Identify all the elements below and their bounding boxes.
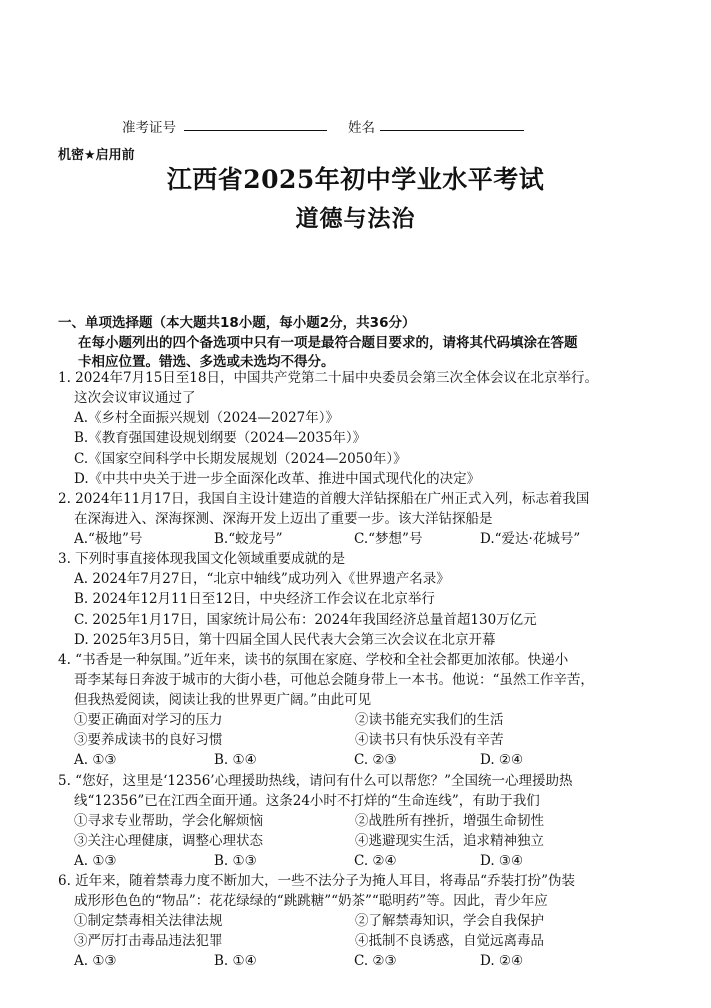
question-4-option-b: B. ①④: [214, 752, 257, 768]
question-3-option-d: D. 2025年3月5日，第十四届全国人民代表大会第三次会议在北京开幕: [74, 632, 496, 648]
question-4-item-3: ③要养成读书的良好习惯: [74, 732, 223, 748]
question-2-option-a: A.“极地”号: [74, 531, 143, 547]
instruction-line: 在每小题列出的四个备选项中只有一项是最符合题目要求的，请将其代码填涂在答题: [78, 335, 578, 351]
question-6-item-4: ④抵制不良诱惑，自觉远离毒品: [355, 933, 544, 949]
question-4-item-4: ④读书只有快乐没有辛苦: [355, 732, 504, 748]
question-5-item-2: ②战胜所有挫折，增强生命韧性: [355, 813, 544, 829]
name-label: 姓名: [348, 120, 375, 136]
exam-id-label: 准考证号: [122, 120, 176, 136]
name-underline: [380, 116, 524, 131]
question-1-stem: 这次会议审议通过了: [74, 390, 196, 406]
question-1-option-b: B.《教育强国建设规划纲要（2024—2035年）》: [74, 430, 367, 446]
question-5-option-a: A. ①③: [74, 853, 117, 869]
question-4-option-d: D. ②④: [480, 752, 524, 768]
question-4-option-a: A. ①③: [74, 752, 117, 768]
instruction-line: 卡相应位置。错选、多选或未选均不得分。: [78, 354, 335, 370]
question-3-option-a: A. 2024年7月27日，“北京中轴线”成功列入《世界遗产名录》: [74, 571, 450, 587]
section-heading: 一、单项选择题（本大题共18小题，每小题2分，共36分）: [58, 315, 416, 331]
question-3-stem: 3. 下列时事直接体现我国文化领域重要成就的是: [58, 551, 346, 567]
question-2-option-c: C.“梦想”号: [354, 531, 423, 547]
question-6-option-a: A. ①③: [74, 953, 117, 969]
question-2-option-b: B.“蛟龙号”: [214, 531, 283, 547]
question-6-item-2: ②了解禁毒知识，学会自我保护: [355, 913, 544, 929]
question-1-stem: 1. 2024年7月15日至18日，中国共产党第二十届中央委员会第三次全体会议在北京举行。: [58, 370, 598, 386]
question-4-stem: 但我热爱阅读，阅读让我的世界更广阔。”由此可见: [74, 692, 372, 708]
question-6-option-b: B. ①④: [214, 953, 257, 969]
question-2-option-d: D.“爱达·花城号”: [480, 531, 581, 547]
question-3-option-b: B. 2024年12月11日至12日，中央经济工作会议在北京举行: [74, 591, 435, 607]
question-2-stem: 在深海进入、深海探测、深海开发上迈出了重要一步。该大洋钻探船是: [74, 511, 493, 527]
confidential-mark: 机密★启用前: [58, 148, 135, 163]
question-1-option-c: C.《国家空间科学中长期发展规划（2024—2050年）》: [74, 451, 407, 467]
question-4-stem: 哥李某每日奔波于城市的大街小巷，可他总会随身带上一本书。他说：“虽然工作辛苦，: [74, 672, 594, 688]
question-6-stem: 成形形色色的“物品”：花花绿绿的“跳跳糖”“奶茶”“聪明药”等。因此，青少年应: [74, 893, 548, 909]
question-5-stem: 5. “您好，这里是‘12356’心理援助热线，请问有什么可以帮您？”全国统一心理援助热: [58, 773, 573, 789]
question-3-option-c: C. 2025年1月17日，国家统计局公布：2024年我国经济总量首超130万亿元: [74, 612, 537, 628]
question-4-item-1: ①要正确面对学习的压力: [74, 712, 223, 728]
question-6-item-1: ①制定禁毒相关法律法规: [74, 913, 223, 929]
question-6-stem: 6. 近年来，随着禁毒力度不断加大，一些不法分子为掩人耳目，将毒品“乔装打扮”伪装: [58, 873, 575, 889]
subject-title: 道德与法治: [295, 206, 416, 232]
question-4-item-2: ②读书能充实我们的生活: [355, 712, 504, 728]
question-4-option-c: C. ②③: [354, 752, 397, 768]
question-2-stem: 2. 2024年11月17日，我国自主设计建造的首艘大洋钻探船在广州正式入列，标志着我国: [58, 491, 590, 507]
exam-id-underline: [184, 116, 327, 131]
exam-title: 江西省2025年初中学业水平考试: [166, 165, 545, 194]
question-5-option-b: B. ①③: [214, 853, 257, 869]
question-6-option-c: C. ②③: [354, 953, 397, 969]
question-5-item-1: ①寻求专业帮助，学会化解烦恼: [74, 813, 263, 829]
question-5-option-c: C. ②④: [354, 853, 397, 869]
question-4-stem: 4. “书香是一种氛围。”近年来，读书的氛围在家庭、学校和全社会都更加浓郁。快递小: [58, 652, 569, 668]
question-1-option-d: D.《中共中央关于进一步全面深化改革、推进中国式现代化的决定》: [74, 471, 481, 487]
question-5-item-3: ③关注心理健康，调整心理状态: [74, 833, 263, 849]
question-5-stem: 线“12356”已在江西全面开通。这条24小时不打烊的“生命连线”，有助于我们: [74, 793, 540, 809]
question-5-option-d: D. ③④: [480, 853, 524, 869]
question-5-item-4: ④逃避现实生活，追求精神独立: [355, 833, 544, 849]
question-6-item-3: ③严厉打击毒品违法犯罪: [74, 933, 223, 949]
question-6-option-d: D. ②④: [480, 953, 524, 969]
question-1-option-a: A.《乡村全面振兴规划（2024—2027年）》: [74, 410, 340, 426]
